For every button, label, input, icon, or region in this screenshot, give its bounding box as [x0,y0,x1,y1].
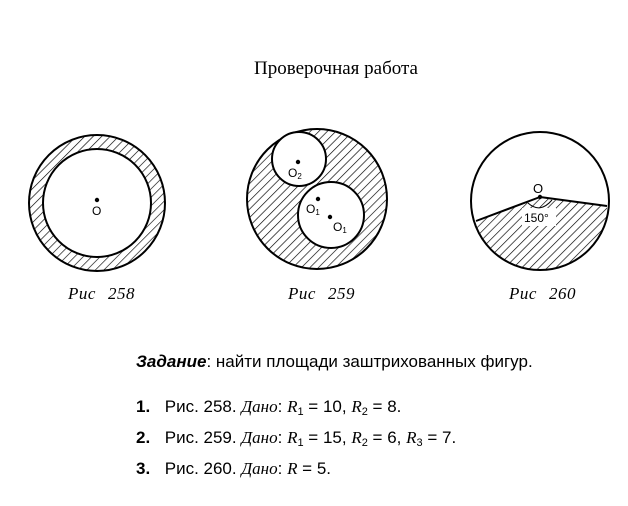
item-given: Дано [241,459,278,478]
task-text: : найти площади заштрихованных фигур. [206,352,533,371]
given-item-1 [136,394,456,425]
item-given: Дано [241,428,278,447]
task-statement [136,352,533,372]
item-given: Дано [241,397,278,416]
item-value: = 15, [303,428,352,447]
caption-number: 259 [327,284,355,303]
caption-number: 260 [548,284,576,303]
angle-label: 150° [524,211,549,225]
item-subscript: 1 [297,437,304,449]
item-figure: Рис. 259. [164,428,237,447]
item-symbol: R [351,397,362,416]
point-o1 [316,197,320,201]
item-figure: Рис. 260. [164,459,237,478]
label-o3: O1 [333,220,347,235]
item-figure: Рис. 258. [164,397,237,416]
caption-258 [68,284,135,304]
given-item-2 [136,425,456,456]
item-symbol: R [287,428,298,447]
caption-260 [509,284,576,304]
inner-circle [43,149,151,257]
item-subscript: 2 [361,406,368,418]
point-o3 [328,215,332,219]
item-subscript: 2 [361,437,368,449]
item-value: = 10, [303,397,352,416]
item-value: = 5. [297,459,332,478]
figure-259 [247,129,387,269]
center-label: O [533,181,544,196]
item-number: 1. [136,397,151,416]
item-subscript: 1 [297,406,304,418]
item-colon: : [277,428,283,447]
figure-260 [470,132,609,290]
item-symbol: R [287,397,298,416]
item-value: = 7. [422,428,457,447]
item-value: = 8. [367,397,402,416]
center-label: O [92,204,102,218]
given-item-3 [136,456,456,481]
item-subscript: 3 [416,437,423,449]
item-symbol: R [406,428,417,447]
center-point [95,198,99,202]
caption-prefix: Рис [509,284,537,303]
item-value: = 6, [367,428,407,447]
item-number: 3. [136,459,151,478]
item-colon: : [277,459,283,478]
label-o1: O1 [306,202,320,217]
caption-259 [288,284,355,304]
figure-258 [29,135,165,271]
page-title: Проверочная работа [254,58,418,79]
caption-prefix: Рис [288,284,316,303]
item-colon: : [277,397,283,416]
label-o2: O2 [288,166,302,181]
item-symbol: R [287,459,298,478]
item-number: 2. [136,428,151,447]
caption-number: 258 [107,284,135,303]
given-list [136,394,456,481]
item-symbol: R [351,428,362,447]
task-label: Задание [136,352,207,371]
point-o2 [296,160,300,164]
caption-prefix: Рис [68,284,96,303]
